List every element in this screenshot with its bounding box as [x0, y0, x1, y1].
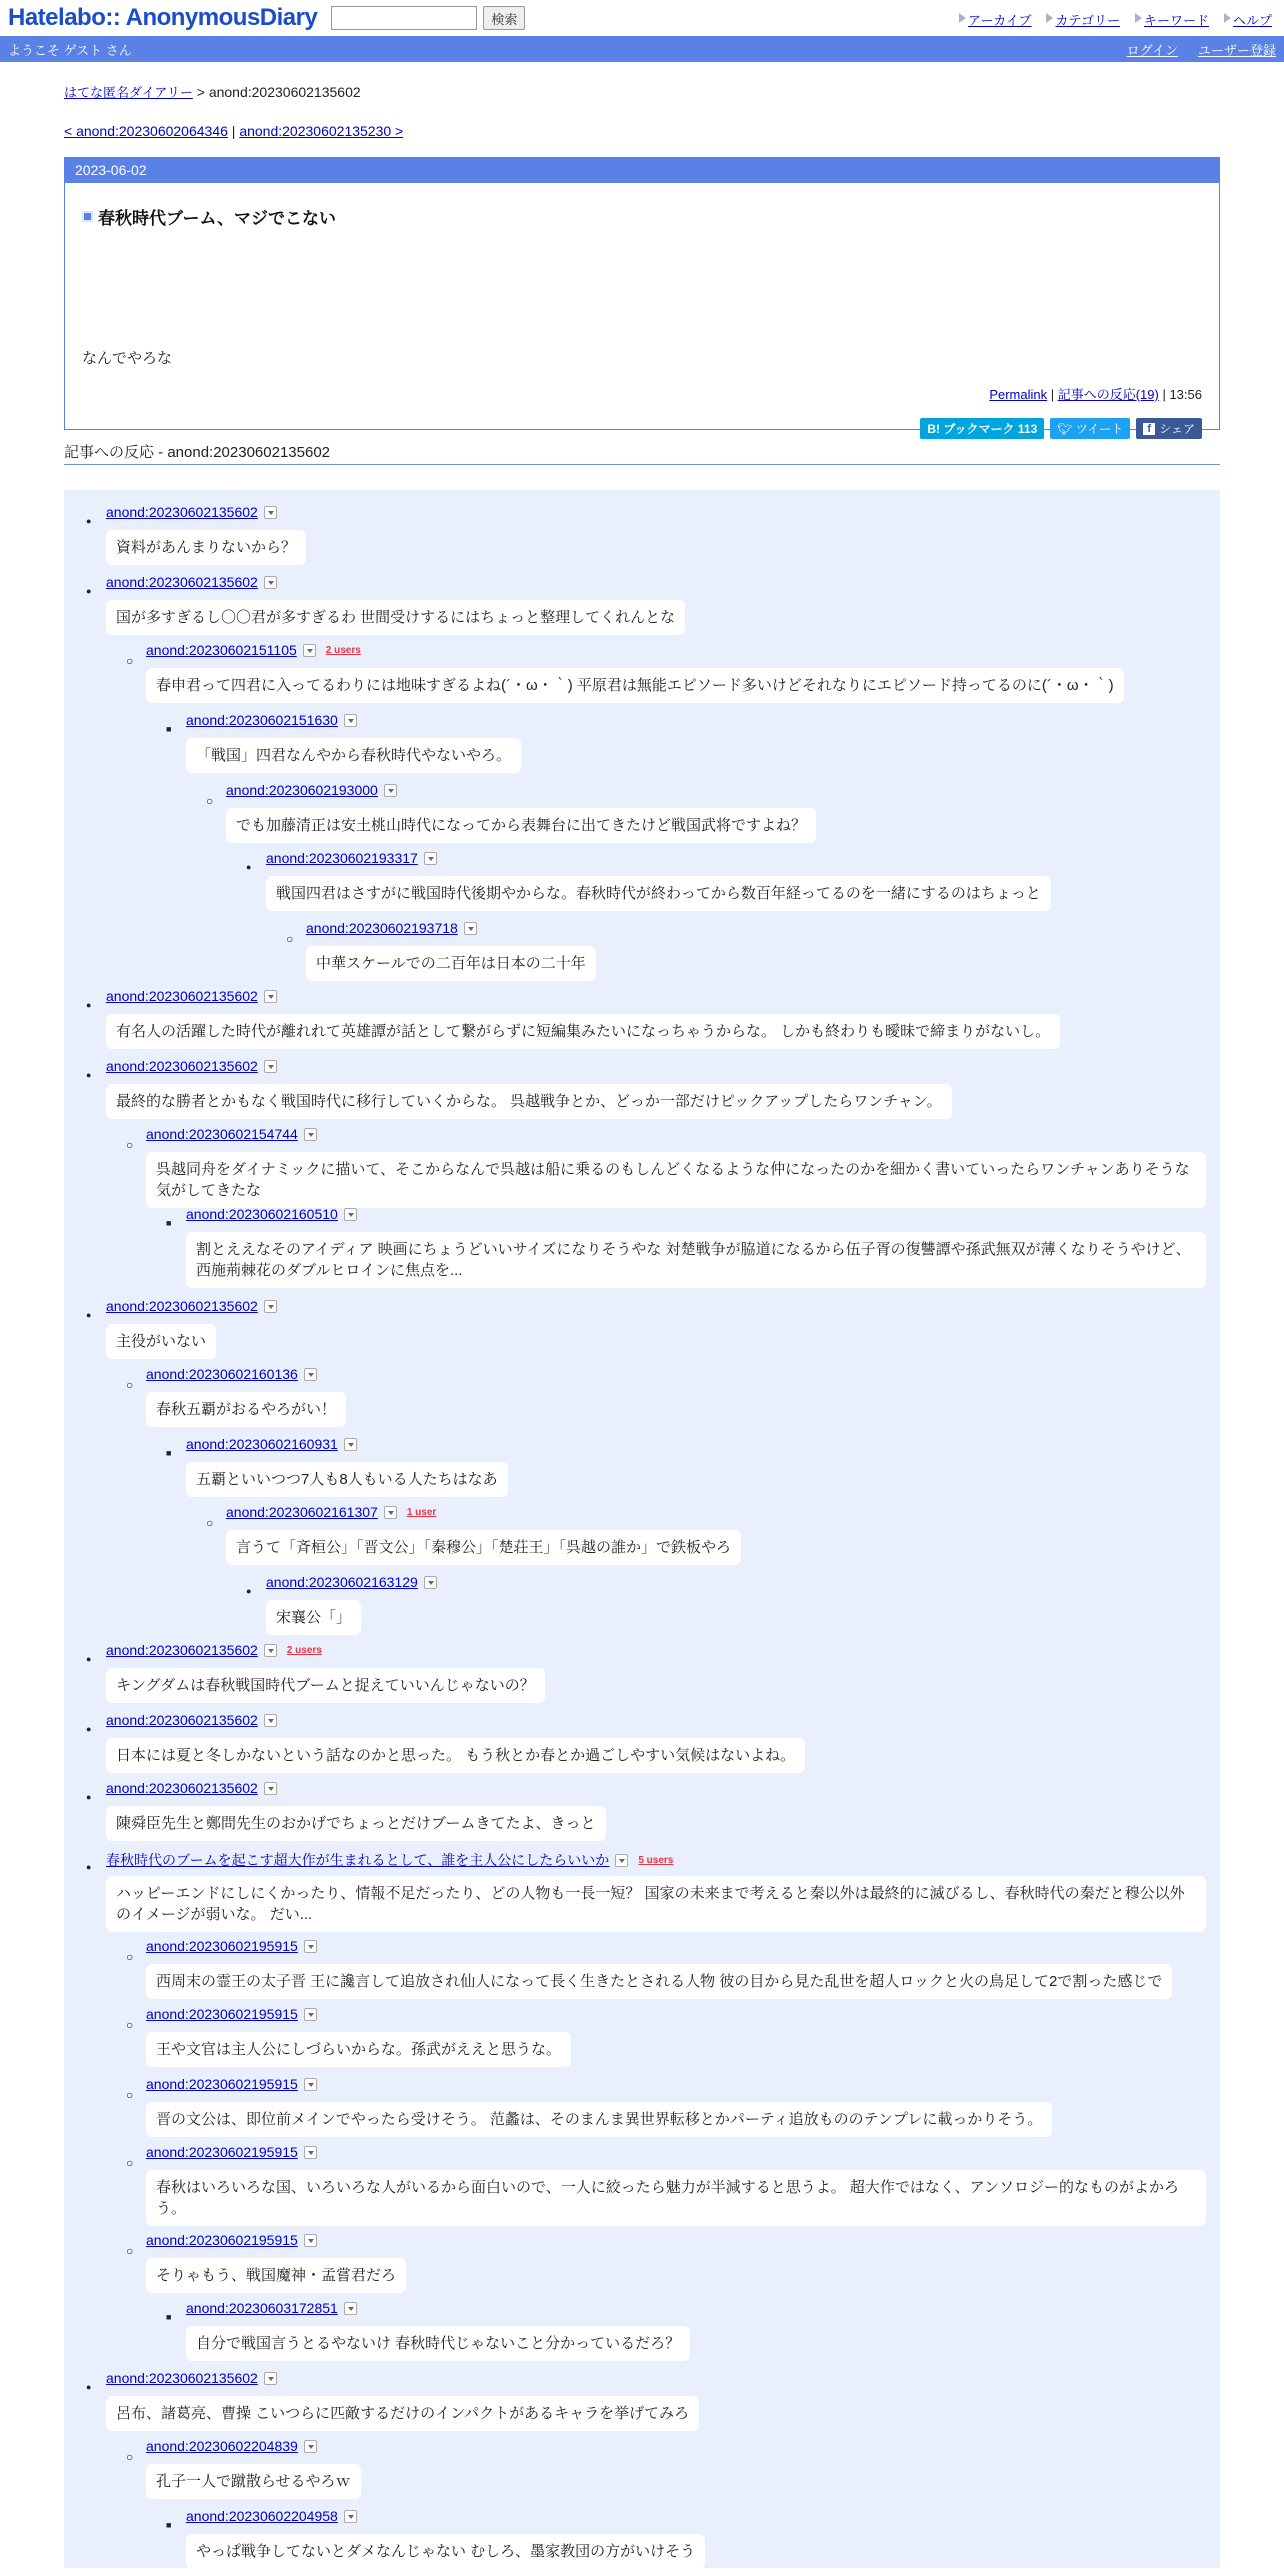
- response-header: [106, 988, 277, 1004]
- list-bullet: ●: [86, 1654, 92, 1664]
- response-header: [146, 2006, 317, 2022]
- list-bullet: ○: [126, 2018, 134, 2032]
- response-bubble: 春申君って四君に入ってるわりには地味すぎるよね(´・ω・｀) 平原君は無能エピソード多いけどそれなりにエピソード持ってるのに(´・ω・｀): [146, 668, 1124, 703]
- response-header: [146, 1366, 317, 1382]
- list-bullet: ○: [126, 2244, 134, 2258]
- list-bullet: ■: [166, 2520, 172, 2530]
- response-link[interactable]: anond:20230602135602: [106, 1058, 258, 1074]
- response-link[interactable]: 春秋時代のブームを起こす超大作が生まれるとして、誰を主人公にしたらいいか: [106, 1852, 610, 1868]
- menu-dropdown-icon[interactable]: [304, 2078, 317, 2091]
- response-bubble: 五覇といいつつ7人も8人もいる人たちはなあ: [186, 1462, 508, 1497]
- menu-dropdown-icon[interactable]: [264, 990, 277, 1003]
- login-link[interactable]: ログイン: [1126, 42, 1178, 58]
- response-link[interactable]: anond:20230603172851: [186, 2300, 338, 2316]
- menu-dropdown-icon[interactable]: [264, 506, 277, 519]
- response-header: [186, 712, 357, 728]
- response-bubble: 日本には夏と冬しかないという話なのかと思った。 もう秋とか春とか過ごしやすい気候はないよね。: [106, 1738, 805, 1773]
- response-bubble: 春秋はいろいろな国、いろいろな人がいるから面白いので、一人に絞ったら魅力が半減すると思うよ。 超大作ではなく、アンソロジー的なものがよかろう。: [146, 2170, 1206, 2226]
- menu-dropdown-icon[interactable]: [384, 784, 397, 797]
- prev-entry-link[interactable]: < anond:20230602064346: [64, 123, 228, 139]
- facebook-icon: f: [1143, 423, 1155, 435]
- menu-dropdown-icon[interactable]: [264, 576, 277, 589]
- list-bullet: ■: [166, 2312, 172, 2322]
- response-bubble: 割とええなそのアイディア 映画にちょうどいいサイズになりそうやな 対楚戦争が脇道になるから伍子胥の復讐譚や孫武無双が薄くなりそうやけど、西施荊棘花のダブルヒロインに焦点を...: [186, 1232, 1206, 1288]
- entry-date: 2023-06-02: [65, 158, 1219, 183]
- response-header: [146, 1126, 317, 1142]
- welcome-text: ようこそ ゲスト さん: [8, 42, 132, 58]
- list-bullet: ●: [86, 1862, 92, 1872]
- list-bullet: ●: [86, 1310, 92, 1320]
- list-bullet: ■: [166, 1218, 172, 1228]
- response-link[interactable]: anond:20230602135602: [106, 2370, 258, 2386]
- menu-dropdown-icon[interactable]: [344, 1438, 357, 1451]
- menu-dropdown-icon[interactable]: [344, 2302, 357, 2315]
- response-link[interactable]: anond:20230602193317: [266, 850, 418, 866]
- response-link[interactable]: anond:20230602160136: [146, 1366, 298, 1382]
- response-link[interactable]: anond:20230602160510: [186, 1206, 338, 1222]
- response-link[interactable]: anond:20230602193000: [226, 782, 378, 798]
- register-link[interactable]: ユーザー登録: [1197, 42, 1276, 58]
- menu-dropdown-icon[interactable]: [304, 2440, 317, 2453]
- menu-dropdown-icon[interactable]: [264, 1300, 277, 1313]
- list-bullet: ○: [126, 1138, 134, 1152]
- menu-dropdown-icon[interactable]: [264, 1060, 277, 1073]
- response-bubble: 宋襄公「」: [266, 1600, 361, 1635]
- menu-dropdown-icon[interactable]: [344, 1208, 357, 1221]
- response-bubble: 中華スケールでの二百年は日本の二十年: [306, 946, 596, 981]
- bookmark-users-badge[interactable]: 2 users: [325, 644, 361, 656]
- response-link[interactable]: anond:20230602163129: [266, 1574, 418, 1590]
- entry-body: なんでやろな: [82, 350, 173, 367]
- response-link[interactable]: anond:20230602154744: [146, 1126, 298, 1142]
- tweet-button[interactable]: [1050, 418, 1130, 439]
- response-bubble: 孔子一人で蹴散らせるやろｗ: [146, 2464, 361, 2499]
- list-bullet: ●: [86, 2382, 92, 2392]
- menu-dropdown-icon[interactable]: [264, 1714, 277, 1727]
- list-bullet: ●: [86, 586, 92, 596]
- response-header: [106, 1850, 673, 1870]
- entry-title-text: 春秋時代ブーム、マジでこない: [98, 209, 336, 228]
- menu-dropdown-icon[interactable]: [615, 1854, 628, 1867]
- menu-dropdown-icon[interactable]: [464, 922, 477, 935]
- response-header: [146, 1938, 317, 1954]
- tweet-label: ツイート: [1075, 422, 1124, 436]
- entry-title: [82, 204, 336, 229]
- pager-sep: |: [227, 123, 240, 139]
- share-label: シェア: [1159, 422, 1195, 436]
- response-header: [106, 1712, 277, 1728]
- menu-dropdown-icon[interactable]: [304, 1940, 317, 1953]
- keyword-link[interactable]: キーワード: [1134, 10, 1209, 29]
- entry-box: [64, 157, 1220, 436]
- response-bubble: 国が多すぎるし〇〇君が多すぎるわ 世間受けするにはちょっと整理してくれんとな: [106, 600, 685, 635]
- response-header: [146, 2144, 317, 2160]
- bird-icon: 🐦︎: [1057, 421, 1076, 436]
- title-square-icon: [82, 211, 93, 222]
- response-header: [106, 574, 277, 590]
- response-bubble: 呂布、諸葛亮、曹操 こいつらに匹敵するだけのインパクトがあるキャラを挙げてみろ: [106, 2396, 699, 2431]
- facebook-share-button[interactable]: [1136, 418, 1202, 439]
- breadcrumb-home[interactable]: はてな匿名ダイアリー: [64, 85, 193, 100]
- menu-dropdown-icon[interactable]: [304, 2008, 317, 2021]
- response-bubble: 最終的な勝者とかもなく戦国時代に移行していくからな。 呉越戦争とか、どっか一部だけピックアップしたらワンチャン。: [106, 1084, 952, 1119]
- search-input[interactable]: [331, 6, 477, 30]
- response-bubble: ハッピーエンドにしにくかったり、情報不足だったり、どの人物も一長一短？ 国家の未来まで考えると秦以外は最終的に滅びるし、春秋時代の秦だと穆公以外のイメージが弱いな。 だい...: [106, 1876, 1206, 1932]
- menu-dropdown-icon[interactable]: [304, 1128, 317, 1141]
- list-bullet: ●: [86, 1070, 92, 1080]
- header: [0, 0, 1284, 36]
- response-header: [106, 1642, 322, 1658]
- bookmark-users-badge[interactable]: 2 users: [286, 1644, 322, 1656]
- bookmark-users-badge[interactable]: 1 user: [406, 1506, 437, 1518]
- response-header: [186, 1436, 357, 1452]
- menu-dropdown-icon[interactable]: [304, 1368, 317, 1381]
- response-bubble: でも加藤清正は安土桃山時代になってから表舞台に出てきたけど戦国武将ですよね？: [226, 808, 816, 843]
- responses-tree: [64, 490, 1220, 2568]
- list-bullet: ○: [126, 654, 134, 668]
- response-bubble: 西周末の霊王の太子晋 王に讒言して追放され仙人になって長く生きたとされる人物 彼の目から見た乱世を超人ロックと火の鳥足して2で割った感じで: [146, 1964, 1172, 1999]
- response-header: [106, 1058, 277, 1074]
- main-content: [0, 82, 1284, 465]
- response-bubble: 王や文官は主人公にしづらいからな。孫武がええと思うな。: [146, 2032, 571, 2067]
- response-link[interactable]: anond:20230602135602: [106, 574, 258, 590]
- response-header: [146, 2438, 317, 2454]
- response-header: [106, 504, 277, 520]
- response-header: [186, 2300, 357, 2316]
- response-header: [106, 2370, 277, 2386]
- response-link[interactable]: anond:20230602151630: [186, 712, 338, 728]
- response-link[interactable]: anond:20230602135602: [106, 504, 258, 520]
- response-bubble: 言うて「斉桓公」「晋文公」「秦穆公」「楚荘王」「呉越の誰か」で鉄板やろ: [226, 1530, 741, 1565]
- site-logo[interactable]: Hatelabo:: AnonymousDiary: [8, 4, 318, 31]
- list-bullet: ○: [126, 2156, 134, 2170]
- list-bullet: ○: [206, 1516, 214, 1530]
- breadcrumb-sep: >: [192, 84, 209, 100]
- response-header: [226, 1504, 436, 1520]
- response-header: [106, 1780, 277, 1796]
- list-bullet: ○: [126, 1378, 134, 1392]
- top-links: [944, 10, 1272, 29]
- reactions-link[interactable]: 記事への反応(19): [1057, 387, 1159, 402]
- list-bullet: ○: [206, 794, 214, 808]
- response-header: [306, 920, 477, 936]
- response-header: [146, 2232, 317, 2248]
- list-bullet: ●: [86, 1000, 92, 1010]
- response-bubble: そりゃもう、戦国魔神・孟嘗君だろ: [146, 2258, 406, 2293]
- response-bubble: 有名人の活躍した時代が離れれて英雄譚が話として繋がらずに短編集みたいになっちゃうからな。 しかも終わりも曖昧で締まりがないし。: [106, 1014, 1060, 1049]
- list-bullet: ○: [286, 932, 294, 946]
- permalink[interactable]: Permalink: [989, 387, 1048, 402]
- response-bubble: やっぱ戦争してないとダメなんじゃない むしろ、墨家教団の方がいけそう: [186, 2534, 705, 2569]
- menu-dropdown-icon[interactable]: [344, 2510, 357, 2523]
- response-link[interactable]: anond:20230602204958: [186, 2508, 338, 2524]
- help-link[interactable]: ヘルプ: [1223, 10, 1272, 29]
- entry-pager: [64, 123, 1220, 139]
- response-header: [226, 782, 397, 798]
- response-header: [266, 1574, 437, 1590]
- user-bar: [0, 36, 1284, 62]
- menu-dropdown-icon[interactable]: [264, 1644, 277, 1657]
- response-link[interactable]: anond:20230602135602: [106, 1298, 258, 1314]
- response-header: [146, 2076, 317, 2092]
- list-bullet: ■: [166, 1448, 172, 1458]
- response-link[interactable]: anond:20230602195915: [146, 2144, 298, 2160]
- response-link[interactable]: anond:20230602204839: [146, 2438, 298, 2454]
- response-header: [146, 642, 361, 658]
- response-link[interactable]: anond:20230602195915: [146, 1938, 298, 1954]
- menu-dropdown-icon[interactable]: [304, 2234, 317, 2247]
- entry-time: 13:56: [1169, 387, 1202, 402]
- search-button[interactable]: 検索: [483, 6, 525, 30]
- next-entry-link[interactable]: anond:20230602135230 >: [239, 123, 404, 139]
- response-bubble: 自分で戦国言うとるやないけ 春秋時代じゃないこと分かっているだろ？: [186, 2326, 690, 2361]
- menu-dropdown-icon[interactable]: [264, 1782, 277, 1795]
- response-link[interactable]: anond:20230602135602: [106, 1712, 258, 1728]
- list-bullet: ●: [246, 862, 252, 872]
- response-bubble: 戦国四君はさすがに戦国時代後期やからな。春秋時代が終わってから数百年経ってるのを一緒にするのはちょっと: [266, 876, 1051, 911]
- list-bullet: ○: [126, 2450, 134, 2464]
- list-bullet: ●: [86, 1724, 92, 1734]
- list-bullet: ●: [86, 1792, 92, 1802]
- menu-dropdown-icon[interactable]: [264, 2372, 277, 2385]
- response-header: [186, 1206, 357, 1222]
- share-buttons: [920, 418, 1202, 439]
- response-link[interactable]: anond:20230602195915: [146, 2006, 298, 2022]
- list-bullet: ○: [126, 2088, 134, 2102]
- response-link[interactable]: anond:20230602135602: [106, 1642, 258, 1658]
- menu-dropdown-icon[interactable]: [304, 2146, 317, 2159]
- response-bubble: 「戦国」四君なんやから春秋時代やないやろ。: [186, 738, 521, 773]
- response-bubble: 陳舜臣先生と鄭問先生のおかげでちょっとだけブームきてたよ、きっと: [106, 1806, 606, 1841]
- menu-dropdown-icon[interactable]: [384, 1506, 397, 1519]
- response-link[interactable]: anond:20230602151105: [146, 642, 297, 658]
- list-bullet: ●: [86, 516, 92, 526]
- breadcrumb: [64, 82, 1220, 101]
- menu-dropdown-icon[interactable]: [424, 1576, 437, 1589]
- breadcrumb-current: anond:20230602135602: [208, 84, 361, 100]
- response-bubble: 資料があんまりないから？: [106, 530, 306, 565]
- category-link[interactable]: カテゴリー: [1045, 10, 1119, 29]
- bookmark-users-badge[interactable]: 5 users: [638, 1854, 674, 1866]
- response-bubble: キングダムは春秋戦国時代ブームと捉えていいんじゃないの？: [106, 1668, 545, 1703]
- response-link[interactable]: anond:20230602195915: [146, 2076, 298, 2092]
- response-bubble: 主役がいない: [106, 1324, 216, 1359]
- response-link[interactable]: anond:20230602193718: [306, 920, 458, 936]
- hatena-bookmark-button[interactable]: B! ブックマーク 113: [920, 418, 1044, 439]
- response-bubble: 晋の文公は、即位前メインでやったら受けそう。 范蠡は、そのまんま異世界転移とかパーティ追放もののテンプレに載っかりそう。: [146, 2102, 1052, 2137]
- archive-link[interactable]: アーカイブ: [958, 10, 1032, 29]
- response-link[interactable]: anond:20230602160931: [186, 1436, 338, 1452]
- list-bullet: ■: [166, 724, 172, 734]
- response-header: [106, 1298, 277, 1314]
- list-bullet: ●: [246, 1586, 252, 1596]
- menu-dropdown-icon[interactable]: [424, 852, 437, 865]
- entry-footer: Permalink | 記事への反応(19) | 13:56: [989, 387, 1202, 402]
- response-bubble: 春秋五覇がおるやろがい！: [146, 1392, 346, 1427]
- response-bubble: 呉越同舟をダイナミックに描いて、そこからなんで呉越は船に乗るのもしんどくなるような仲になったのかを細かく書いていったらワンチャンありそうな気がしてきたな: [146, 1152, 1206, 1208]
- response-link[interactable]: anond:20230602135602: [106, 988, 258, 1004]
- response-header: [266, 850, 437, 866]
- response-link[interactable]: anond:20230602161307: [226, 1504, 378, 1520]
- response-link[interactable]: anond:20230602135602: [106, 1780, 258, 1796]
- responses-title: 記事への反応 - anond:20230602135602: [64, 441, 1220, 465]
- response-header: [186, 2508, 357, 2524]
- response-link[interactable]: anond:20230602195915: [146, 2232, 298, 2248]
- list-bullet: ○: [126, 1950, 134, 1964]
- menu-dropdown-icon[interactable]: [303, 644, 316, 657]
- menu-dropdown-icon[interactable]: [344, 714, 357, 727]
